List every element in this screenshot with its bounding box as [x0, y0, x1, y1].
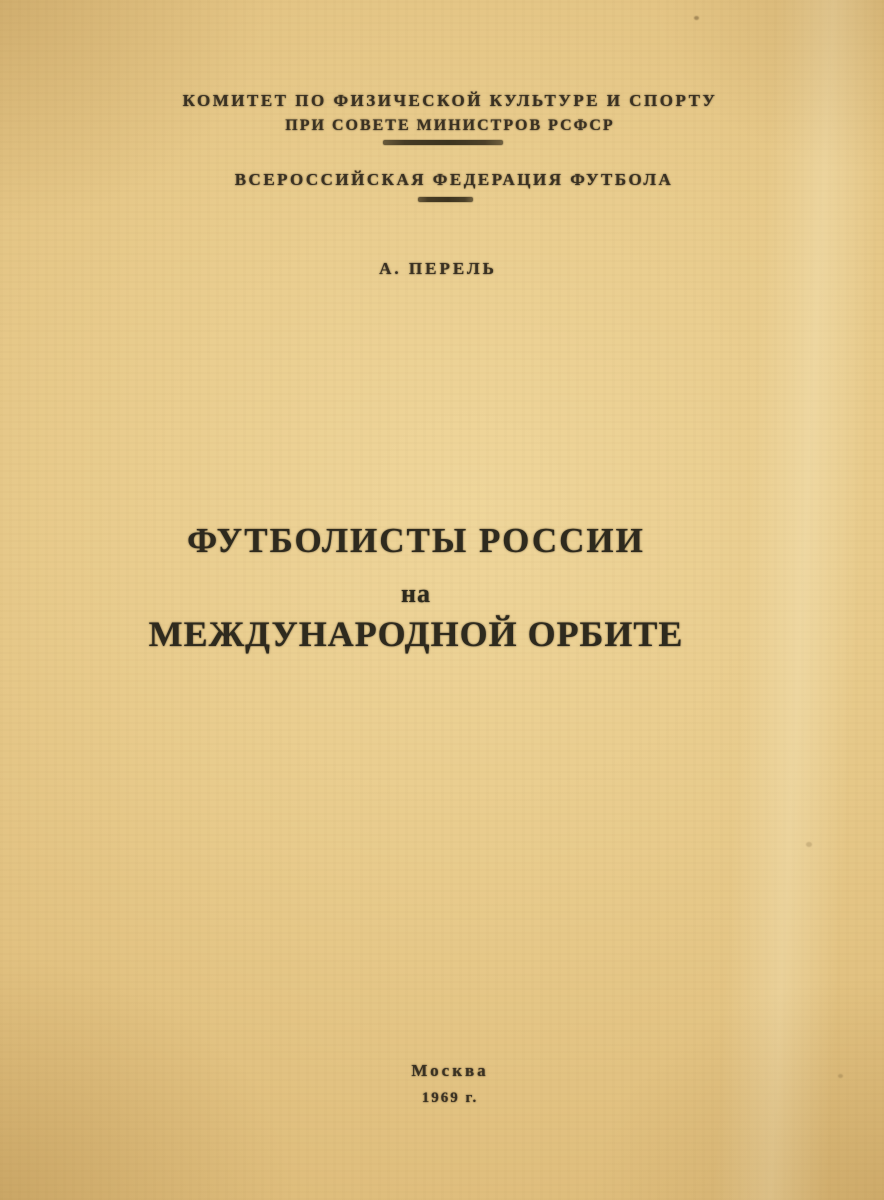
book-title-line1: ФУТБОЛИСТЫ РОССИИ — [187, 521, 645, 560]
publisher-committee-line1: КОМИТЕТ ПО ФИЗИЧЕСКОЙ КУЛЬТУРЕ И СПОРТУ — [182, 91, 718, 110]
paper-speck — [806, 842, 812, 847]
book-title-line2: на — [401, 579, 431, 608]
imprint-city: Москва — [411, 1061, 489, 1080]
publisher-committee-line2: ПРИ СОВЕТЕ МИНИСТРОВ РСФСР — [285, 117, 615, 134]
author-name: А. ПЕРЕЛЬ — [379, 259, 497, 278]
divider-rule-long — [383, 140, 503, 145]
divider-rule-short — [418, 197, 473, 202]
paper-speck — [838, 1074, 843, 1078]
book-title-line3: МЕЖДУНАРОДНОЙ ОРБИТЕ — [148, 614, 684, 654]
federation-name: ВСЕРОССИЙСКАЯ ФЕДЕРАЦИЯ ФУТБОЛА — [234, 170, 674, 189]
imprint-year: 1969 г. — [421, 1090, 479, 1106]
paper-speck — [694, 16, 699, 20]
